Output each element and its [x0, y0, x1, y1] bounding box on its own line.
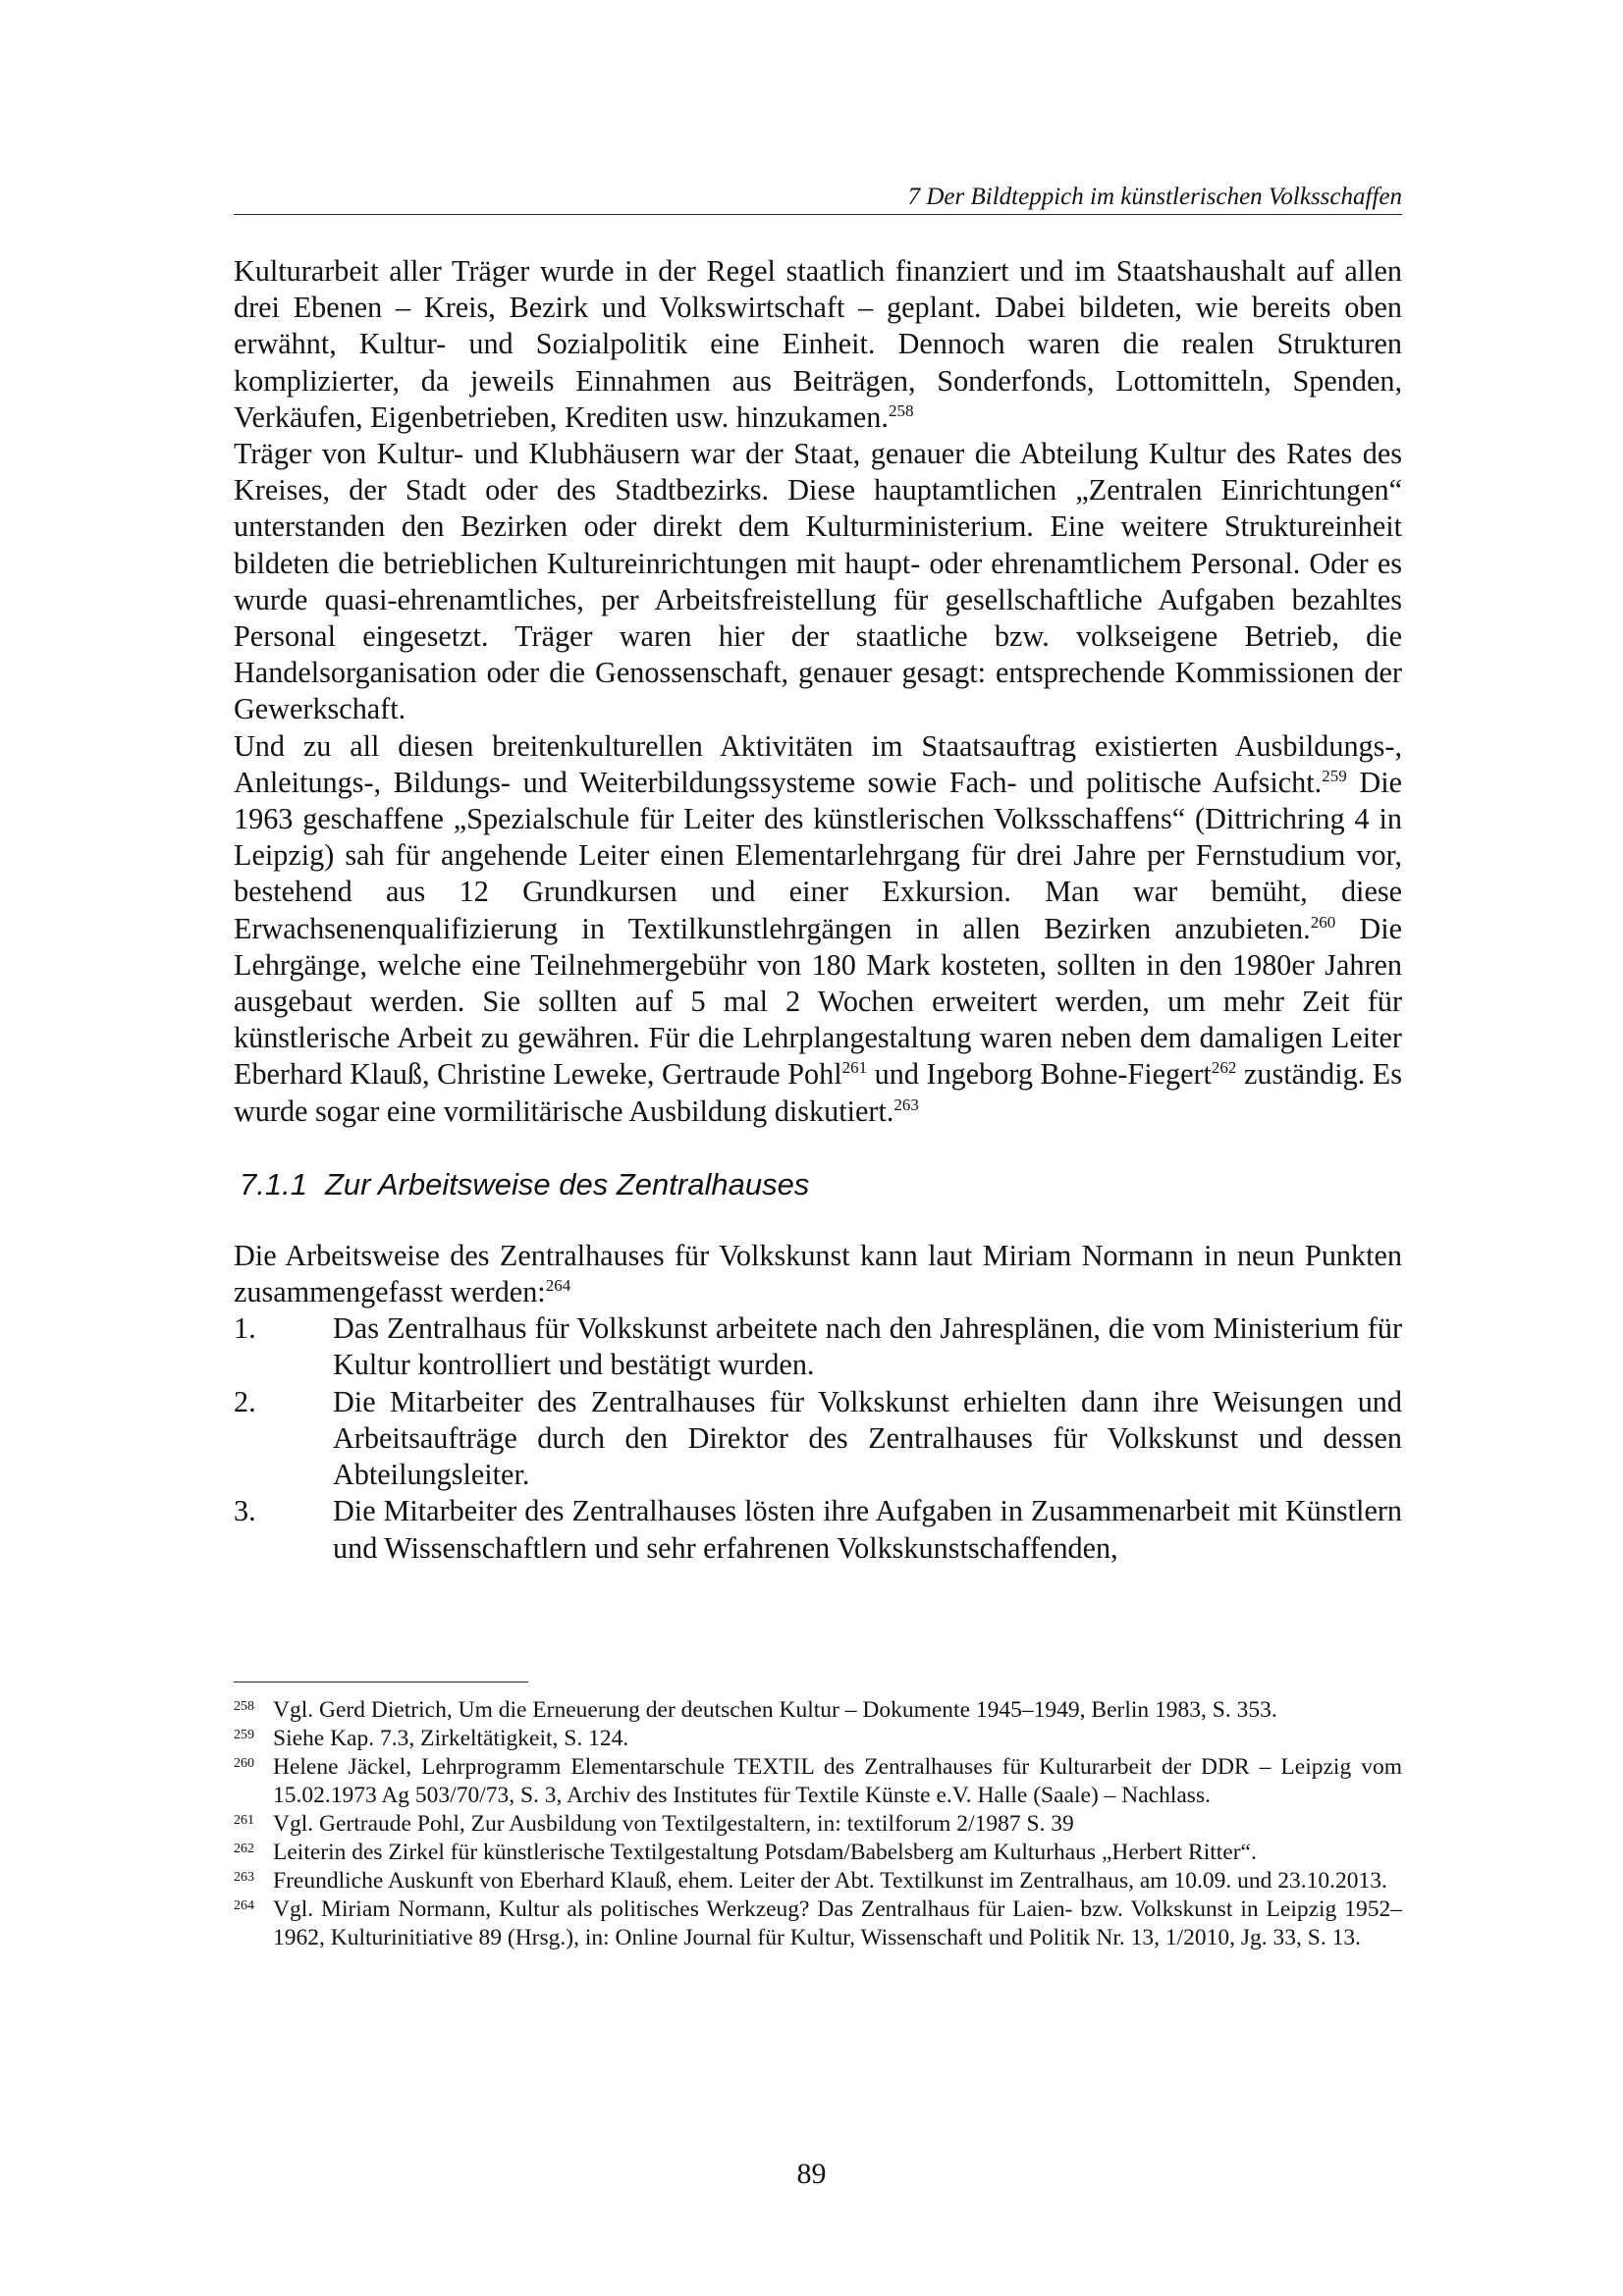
- section-heading: [240, 1165, 1402, 1204]
- paragraph-text: Die Lehrgänge, welche eine Teilnehmergebühr von 180 Mark kosteten, sollten in den 1980er Jahren ausgebaut werden. Sie sollten auf 5 mal 2 Wochen erweitert werden, um mehr Zeit für künstlerische Arbeit zu gewähren. Für die Lehrplangestaltung waren neben dem damaligen Leiter Eberhard Klauß, Christine Leweke, Gertraude Pohl: [234, 911, 1402, 1092]
- footnote-ref[interactable]: 263: [893, 1095, 919, 1114]
- paragraph-text: Kulturarbeit aller Träger wurde in der Regel staatlich finanziert und im Staatshaushalt auf allen drei Ebenen – Kreis, Bezirk und Volkswirtschaft – geplant. Dabei bildeten, wie bereits oben erwähnt, Kultur- und Sozialpolitik eine Einheit. Dennoch waren die realen Strukturen komplizierter, da jeweils Einnahmen aus Beiträgen, Sonderfonds, Lottomitteln, Spenden, Verkäufen, Eigenbetrieben, Krediten usw. hinzukamen.: [234, 254, 1402, 434]
- footnote-ref[interactable]: 259: [1322, 766, 1347, 785]
- footnote-ref[interactable]: 261: [841, 1058, 868, 1078]
- footnote-number: 260: [234, 1756, 254, 1771]
- footnote: [234, 1753, 1402, 1810]
- list-item: [234, 1493, 1402, 1566]
- footnote: [234, 1725, 1402, 1753]
- footnote-text: Siehe Kap. 7.3, Zirkeltätigkeit, S. 124.: [273, 1726, 629, 1751]
- footnote-number: 262: [234, 1842, 254, 1856]
- paragraph-text: Die 1963 geschaffene „Spezialschule für Leiter des künstlerischen Volksschaffens“ (Dittrichring 4 in Leipzig) sah für angehende Leiter einen Elementarlehrgang für drei Jahre per Fernstudium vor, bestehend aus 12 Grundkursen und einer Exkursion. Man war bemüht, diese Erwachsenenqualifizierung in Textilkunstlehrgängen in allen Bezirken anzubieten.: [234, 765, 1402, 945]
- paragraph: [234, 728, 1402, 1130]
- list-text: Die Mitarbeiter des Zentralhauses für Volkskunst erhielten dann ihre Weisungen und Arbeitsaufträge durch den Direktor des Zentralhauses für Volkskunst und dessen Abteilungsleiter.: [333, 1384, 1402, 1492]
- list-number: 1.: [234, 1311, 256, 1346]
- footnote: [234, 1896, 1402, 1952]
- paragraph-text: Träger von Kultur- und Klubhäusern war der Staat, genauer die Abteilung Kultur des Rates des Kreises, der Stadt oder des Stadtbezirks. Diese hauptamtlichen „Zentralen Einrichtungen“ unterstanden den Bezirken oder direkt dem Kulturministerium. Eine weitere Struktureinheit bildeten die betrieblichen Kultureinrichtungen mit haupt- oder ehrenamtlichem Personal. Oder es wurde quasi-ehrenamtliches, per Arbeitsfreistellung für gesellschaftliche Aufgaben bezahltes Personal eingesetzt. Träger waren hier der staatliche bzw. volkseigene Betrieb, die Handelsorganisation oder die Genossenschaft, genauer gesagt: entsprechende Kommissionen der Gewerkschaft.: [234, 437, 1402, 726]
- list-item: [234, 1384, 1402, 1494]
- paragraph-text: zuständig. Es wurde sogar eine vormilitärische Ausbildung diskutiert.: [234, 1057, 1402, 1128]
- footnote: [234, 1810, 1402, 1839]
- paragraph-text: Die Arbeitsweise des Zentralhauses für Volkskunst kann laut Miriam Normann in neun Punkten zusammengefasst werden:: [234, 1238, 1402, 1309]
- footnote-text: Freundliche Auskunft von Eberhard Klauß, ehem. Leiter der Abt. Textilkunst im Zentralhaus, am 10.09. und 23.10.2013.: [273, 1868, 1387, 1894]
- footnote-number: 261: [234, 1813, 254, 1828]
- section-title: Zur Arbeitsweise des Zentralhauses: [324, 1166, 810, 1201]
- footnote-ref[interactable]: 264: [545, 1276, 571, 1296]
- footnote-number: 263: [234, 1870, 254, 1885]
- footnotes: [234, 1696, 1402, 1952]
- footnote: [234, 1867, 1402, 1896]
- list-item: [234, 1310, 1402, 1383]
- list-number: 3.: [234, 1494, 256, 1528]
- footnote-text: Vgl. Gertraude Pohl, Zur Ausbildung von Textilgestaltern, in: textilforum 2/1987 S. 39: [273, 1811, 1074, 1837]
- footnote-text: Vgl. Gerd Dietrich, Um die Erneuerung der deutschen Kultur – Dokumente 1945–1949, Berlin 1983, S. 353.: [273, 1697, 1277, 1723]
- paragraph: [234, 1238, 1402, 1310]
- footnote-number: 258: [234, 1699, 254, 1714]
- footnote-ref[interactable]: 262: [1211, 1058, 1237, 1078]
- list-text: Die Mitarbeiter des Zentralhauses lösten ihre Aufgaben in Zusammenarbeit mit Künstlern und Wissenschaftlern und sehr erfahrenen Volkskunstschaffenden,: [333, 1494, 1402, 1565]
- paragraph-text: Und zu all diesen breitenkulturellen Aktivitäten im Staatsauftrag existierten Ausbildungs-, Anleitungs-, Bildungs- und Weiterbildungssysteme sowie Fach- und politische Aufsicht.: [234, 728, 1402, 799]
- footnote-text: Vgl. Miriam Normann, Kultur als politisches Werkzeug? Das Zentralhaus für Laien- bzw. Volkskunst in Leipzig 1952–1962, Kulturinitiative 89 (Hrsg.), in: Online Journal für Kultur, Wissenschaft und Politik Nr. 13, 1/2010, Jg. 33, S. 13.: [273, 1896, 1402, 1950]
- page-number: 89: [796, 2158, 827, 2190]
- running-head: 7 Der Bildteppich im künstlerischen Volksschaffen: [234, 183, 1402, 215]
- footnote-text: Helene Jäckel, Lehrprogramm Elementarschule TEXTIL des Zentralhauses für Kulturarbeit der DDR – Leipzig vom 15.02.1973 Ag 503/70/73, S. 3, Archiv des Institutes für Textile Künste e.V. Halle (Saale) – Nachlass.: [273, 1754, 1402, 1808]
- paragraph-text: und Ingeborg Bohne-Fiegert: [867, 1057, 1212, 1092]
- paragraph: [234, 436, 1402, 728]
- footnote-number: 259: [234, 1728, 254, 1742]
- footnote-number: 264: [234, 1898, 254, 1913]
- footnote-ref[interactable]: 258: [888, 400, 914, 420]
- section-number: 7.1.1: [240, 1166, 307, 1201]
- body-text: [234, 253, 1402, 1567]
- list-number: 2.: [234, 1384, 256, 1418]
- footnote: [234, 1839, 1402, 1867]
- footnote-text: Leiterin des Zirkel für künstlerische Textilgestaltung Potsdam/Babelsberg am Kulturhaus „Herbert Ritter“.: [273, 1840, 1257, 1865]
- list-text: Das Zentralhaus für Volkskunst arbeitete nach den Jahresplänen, die vom Ministerium für Kultur kontrolliert und bestätigt wurden.: [333, 1311, 1402, 1382]
- paragraph: [234, 253, 1402, 436]
- footnote: [234, 1696, 1402, 1725]
- footnote-ref[interactable]: 260: [1310, 912, 1336, 932]
